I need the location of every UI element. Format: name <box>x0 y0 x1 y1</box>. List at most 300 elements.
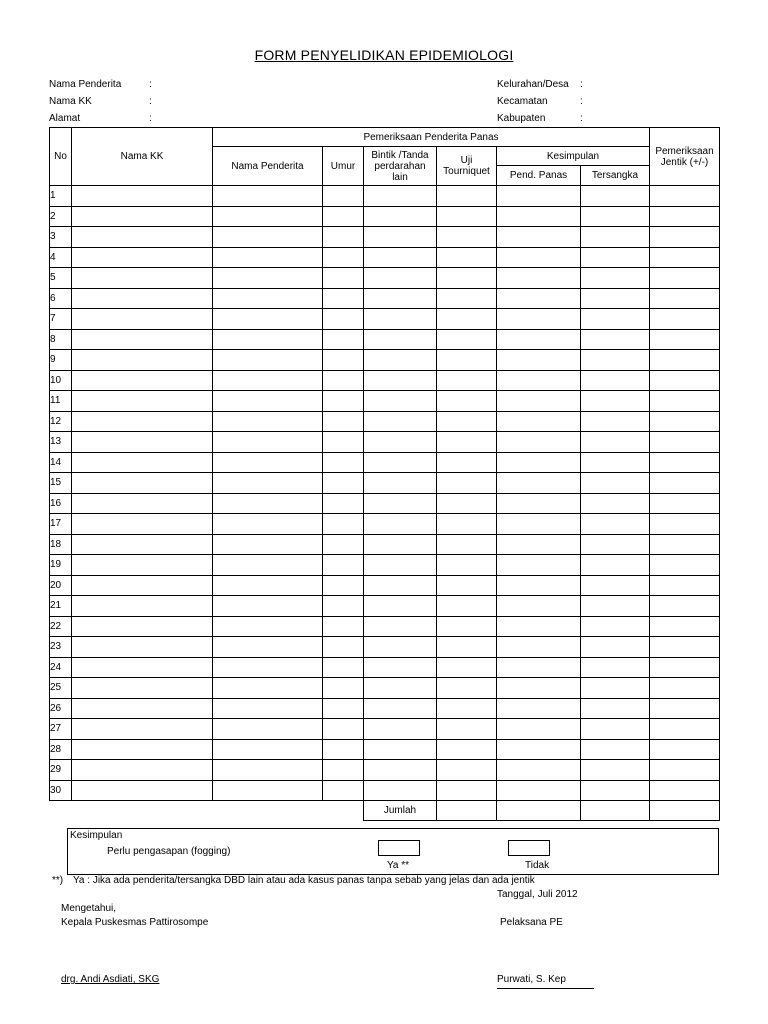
tersangka-cell[interactable] <box>581 678 650 699</box>
tersangka-cell[interactable] <box>581 596 650 617</box>
tersangka-cell[interactable] <box>581 473 650 494</box>
jentik-cell[interactable] <box>650 493 720 514</box>
pend-panas-cell[interactable] <box>497 719 581 740</box>
nama-penderita-cell[interactable] <box>213 534 323 555</box>
jentik-cell[interactable] <box>650 227 720 248</box>
nama-kk-cell[interactable] <box>72 411 213 432</box>
jumlah-uji-cell[interactable] <box>437 801 497 821</box>
tersangka-cell[interactable] <box>581 370 650 391</box>
pend-panas-cell[interactable] <box>497 391 581 412</box>
uji-cell[interactable] <box>437 739 497 760</box>
umur-cell[interactable] <box>323 698 364 719</box>
table-row <box>50 309 720 330</box>
tersangka-cell[interactable] <box>581 493 650 514</box>
tersangka-cell[interactable] <box>581 268 650 289</box>
uji-cell[interactable] <box>437 288 497 309</box>
umur-cell[interactable] <box>323 719 364 740</box>
umur-cell[interactable] <box>323 493 364 514</box>
nama-kk-cell[interactable] <box>72 616 213 637</box>
table-row <box>50 329 720 350</box>
nama-kk-cell[interactable] <box>72 329 213 350</box>
ya-checkbox[interactable] <box>378 840 420 856</box>
nama-penderita-cell[interactable] <box>213 616 323 637</box>
tersangka-cell[interactable] <box>581 616 650 637</box>
umur-cell[interactable] <box>323 432 364 453</box>
tidak-label: Tidak <box>525 860 550 871</box>
pend-panas-cell[interactable] <box>497 698 581 719</box>
tersangka-cell[interactable] <box>581 432 650 453</box>
nama-kk-cell[interactable] <box>72 719 213 740</box>
tersangka-cell[interactable] <box>581 698 650 719</box>
nama-kk-cell[interactable] <box>72 432 213 453</box>
nama-kk-cell[interactable] <box>72 657 213 678</box>
kesimpulan-title: Kesimpulan <box>70 830 123 841</box>
umur-cell[interactable] <box>323 575 364 596</box>
pend-panas-cell[interactable] <box>497 760 581 781</box>
umur-cell[interactable] <box>323 534 364 555</box>
header-bintik-line2: perdarahan <box>374 160 426 172</box>
nama-penderita-cell[interactable] <box>213 288 323 309</box>
umur-cell[interactable] <box>323 452 364 473</box>
nama-penderita-cell[interactable] <box>213 411 323 432</box>
pend-panas-cell[interactable] <box>497 452 581 473</box>
nama-penderita-cell[interactable] <box>213 719 323 740</box>
tersangka-cell[interactable] <box>581 411 650 432</box>
nama-kk-cell[interactable] <box>72 268 213 289</box>
jumlah-label: Jumlah <box>364 801 437 821</box>
row-number: 4 <box>50 247 72 268</box>
nama-kk-cell[interactable] <box>72 780 213 801</box>
nama-penderita-cell[interactable] <box>213 657 323 678</box>
row-number: 27 <box>50 719 72 740</box>
nama-kk-cell[interactable] <box>72 637 213 658</box>
tersangka-cell[interactable] <box>581 657 650 678</box>
nama-kk-cell[interactable] <box>72 514 213 535</box>
umur-cell[interactable] <box>323 780 364 801</box>
pend-panas-cell[interactable] <box>497 657 581 678</box>
nama-penderita-cell[interactable] <box>213 473 323 494</box>
fogging-label: Perlu pengasapan (fogging) <box>107 846 231 857</box>
pend-panas-cell[interactable] <box>497 493 581 514</box>
bintik-cell[interactable] <box>364 247 437 268</box>
pend-panas-cell[interactable] <box>497 637 581 658</box>
uji-cell[interactable] <box>437 473 497 494</box>
uji-cell[interactable] <box>437 370 497 391</box>
pend-panas-cell[interactable] <box>497 411 581 432</box>
uji-cell[interactable] <box>437 452 497 473</box>
tersangka-cell[interactable] <box>581 309 650 330</box>
pend-panas-cell[interactable] <box>497 739 581 760</box>
header-nama-kk: Nama KK <box>72 128 213 186</box>
nama-kk-cell[interactable] <box>72 575 213 596</box>
uji-cell[interactable] <box>437 616 497 637</box>
nama-kk-cell[interactable] <box>72 247 213 268</box>
nama-penderita-cell[interactable] <box>213 186 323 207</box>
nama-kk-cell[interactable] <box>72 493 213 514</box>
pend-panas-cell[interactable] <box>497 288 581 309</box>
uji-cell[interactable] <box>437 719 497 740</box>
nama-kk-cell[interactable] <box>72 534 213 555</box>
nama-penderita-cell[interactable] <box>213 596 323 617</box>
tersangka-cell[interactable] <box>581 780 650 801</box>
uji-cell[interactable] <box>437 432 497 453</box>
bintik-cell[interactable] <box>364 719 437 740</box>
uji-cell[interactable] <box>437 329 497 350</box>
bintik-cell[interactable] <box>364 288 437 309</box>
jentik-cell[interactable] <box>650 268 720 289</box>
uji-cell[interactable] <box>437 657 497 678</box>
bintik-cell[interactable] <box>364 780 437 801</box>
tersangka-cell[interactable] <box>581 350 650 371</box>
nama-kk-cell[interactable] <box>72 227 213 248</box>
pend-panas-cell[interactable] <box>497 534 581 555</box>
ya-label: Ya ** <box>387 860 410 871</box>
row-number: 2 <box>50 206 72 227</box>
umur-cell[interactable] <box>323 678 364 699</box>
umur-cell[interactable] <box>323 657 364 678</box>
umur-cell[interactable] <box>323 760 364 781</box>
tersangka-cell[interactable] <box>581 760 650 781</box>
pend-panas-cell[interactable] <box>497 350 581 371</box>
uji-cell[interactable] <box>437 555 497 576</box>
nama-penderita-cell[interactable] <box>213 514 323 535</box>
uji-cell[interactable] <box>437 268 497 289</box>
pend-panas-cell[interactable] <box>497 247 581 268</box>
umur-cell[interactable] <box>323 309 364 330</box>
nama-kk-cell[interactable] <box>72 186 213 207</box>
bintik-cell[interactable] <box>364 411 437 432</box>
nama-penderita-cell[interactable] <box>213 391 323 412</box>
table-row <box>50 514 720 535</box>
bintik-cell[interactable] <box>364 268 437 289</box>
nama-penderita-cell[interactable] <box>213 268 323 289</box>
jentik-cell[interactable] <box>650 247 720 268</box>
header-bintik-line1: Bintik /Tanda <box>371 149 429 161</box>
row-number: 6 <box>50 288 72 309</box>
tersangka-cell[interactable] <box>581 186 650 207</box>
pend-panas-cell[interactable] <box>497 227 581 248</box>
nama-penderita-cell[interactable] <box>213 370 323 391</box>
jentik-cell[interactable] <box>650 534 720 555</box>
pend-panas-cell[interactable] <box>497 370 581 391</box>
field-nama-penderita-label: Nama Penderita <box>49 79 122 90</box>
pend-panas-cell[interactable] <box>497 432 581 453</box>
row-number: 24 <box>50 657 72 678</box>
nama-penderita-cell[interactable] <box>213 227 323 248</box>
nama-penderita-cell[interactable] <box>213 432 323 453</box>
umur-cell[interactable] <box>323 411 364 432</box>
table-row <box>50 391 720 412</box>
uji-cell[interactable] <box>437 309 497 330</box>
umur-cell[interactable] <box>323 247 364 268</box>
nama-penderita-cell[interactable] <box>213 739 323 760</box>
uji-cell[interactable] <box>437 637 497 658</box>
bintik-cell[interactable] <box>364 760 437 781</box>
field-kelurahan-label: Kelurahan/Desa <box>497 79 569 90</box>
uji-cell[interactable] <box>437 493 497 514</box>
pend-panas-cell[interactable] <box>497 309 581 330</box>
tidak-checkbox[interactable] <box>508 840 550 856</box>
nama-kk-cell[interactable] <box>72 739 213 760</box>
umur-cell[interactable] <box>323 288 364 309</box>
tersangka-cell[interactable] <box>581 247 650 268</box>
row-number: 28 <box>50 739 72 760</box>
jentik-cell[interactable] <box>650 575 720 596</box>
bintik-cell[interactable] <box>364 350 437 371</box>
row-number: 19 <box>50 555 72 576</box>
bintik-cell[interactable] <box>364 329 437 350</box>
umur-cell[interactable] <box>323 596 364 617</box>
jentik-cell[interactable] <box>650 739 720 760</box>
jentik-cell[interactable] <box>650 514 720 535</box>
bintik-cell[interactable] <box>364 698 437 719</box>
nama-penderita-cell[interactable] <box>213 452 323 473</box>
pend-panas-cell[interactable] <box>497 206 581 227</box>
header-uji-line2: Tourniquet <box>443 166 490 177</box>
jentik-cell[interactable] <box>650 719 720 740</box>
nama-penderita-cell[interactable] <box>213 350 323 371</box>
uji-cell[interactable] <box>437 391 497 412</box>
bintik-cell[interactable] <box>364 739 437 760</box>
row-number: 21 <box>50 596 72 617</box>
field-kabupaten-label: Kabupaten <box>497 113 546 124</box>
row-number: 26 <box>50 698 72 719</box>
umur-cell[interactable] <box>323 391 364 412</box>
table-row <box>50 247 720 268</box>
jentik-cell[interactable] <box>650 370 720 391</box>
uji-cell[interactable] <box>437 350 497 371</box>
row-number: 9 <box>50 350 72 371</box>
nama-penderita-cell[interactable] <box>213 309 323 330</box>
bintik-cell[interactable] <box>364 616 437 637</box>
table-row <box>50 206 720 227</box>
nama-penderita-cell[interactable] <box>213 247 323 268</box>
bintik-cell[interactable] <box>364 432 437 453</box>
bintik-cell[interactable] <box>364 206 437 227</box>
bintik-cell[interactable] <box>364 637 437 658</box>
nama-penderita-cell[interactable] <box>213 637 323 658</box>
jentik-cell[interactable] <box>650 596 720 617</box>
bintik-cell[interactable] <box>364 391 437 412</box>
epidemiology-table <box>49 127 720 821</box>
nama-kk-cell[interactable] <box>72 473 213 494</box>
bintik-cell[interactable] <box>364 473 437 494</box>
row-number: 3 <box>50 227 72 248</box>
pend-panas-cell[interactable] <box>497 596 581 617</box>
umur-cell[interactable] <box>323 514 364 535</box>
field-colon: : <box>580 113 583 124</box>
jentik-cell[interactable] <box>650 698 720 719</box>
bintik-cell[interactable] <box>364 309 437 330</box>
bintik-cell[interactable] <box>364 575 437 596</box>
bintik-cell[interactable] <box>364 493 437 514</box>
pend-panas-cell[interactable] <box>497 616 581 637</box>
bintik-cell[interactable] <box>364 370 437 391</box>
row-number: 1 <box>50 186 72 207</box>
nama-kk-cell[interactable] <box>72 678 213 699</box>
jentik-cell[interactable] <box>650 637 720 658</box>
tersangka-cell[interactable] <box>581 637 650 658</box>
pend-panas-cell[interactable] <box>497 329 581 350</box>
jentik-cell[interactable] <box>650 452 720 473</box>
jentik-cell[interactable] <box>650 186 720 207</box>
nama-kk-cell[interactable] <box>72 206 213 227</box>
jentik-cell[interactable] <box>650 391 720 412</box>
nama-kk-cell[interactable] <box>72 596 213 617</box>
nama-penderita-cell[interactable] <box>213 329 323 350</box>
umur-cell[interactable] <box>323 186 364 207</box>
header-no: No <box>50 128 72 186</box>
jentik-cell[interactable] <box>650 432 720 453</box>
uji-cell[interactable] <box>437 247 497 268</box>
table-row <box>50 452 720 473</box>
footnote-marker: **) <box>52 875 64 886</box>
tersangka-cell[interactable] <box>581 288 650 309</box>
umur-cell[interactable] <box>323 616 364 637</box>
jentik-cell[interactable] <box>650 206 720 227</box>
uji-cell[interactable] <box>437 678 497 699</box>
uji-cell[interactable] <box>437 534 497 555</box>
jentik-cell[interactable] <box>650 555 720 576</box>
row-number: 12 <box>50 411 72 432</box>
jentik-cell[interactable] <box>650 309 720 330</box>
tersangka-cell[interactable] <box>581 206 650 227</box>
tersangka-cell[interactable] <box>581 514 650 535</box>
umur-cell[interactable] <box>323 555 364 576</box>
nama-kk-cell[interactable] <box>72 350 213 371</box>
umur-cell[interactable] <box>323 739 364 760</box>
tersangka-cell[interactable] <box>581 555 650 576</box>
bintik-cell[interactable] <box>364 534 437 555</box>
nama-penderita-cell[interactable] <box>213 206 323 227</box>
umur-cell[interactable] <box>323 206 364 227</box>
uji-cell[interactable] <box>437 411 497 432</box>
table-row <box>50 698 720 719</box>
nama-kk-cell[interactable] <box>72 698 213 719</box>
jumlah-jentik-cell[interactable] <box>650 801 720 821</box>
tersangka-cell[interactable] <box>581 739 650 760</box>
row-number: 25 <box>50 678 72 699</box>
header-bintik-line3: lain <box>392 171 408 183</box>
jentik-cell[interactable] <box>650 329 720 350</box>
header-pemeriksaan-panas: Pemeriksaan Penderita Panas <box>213 128 650 147</box>
tersangka-cell[interactable] <box>581 391 650 412</box>
bintik-cell[interactable] <box>364 555 437 576</box>
jumlah-pend-panas-cell[interactable] <box>497 801 581 821</box>
tersangka-cell[interactable] <box>581 719 650 740</box>
bintik-cell[interactable] <box>364 514 437 535</box>
jentik-cell[interactable] <box>650 411 720 432</box>
table-row <box>50 719 720 740</box>
bintik-cell[interactable] <box>364 657 437 678</box>
bintik-cell[interactable] <box>364 227 437 248</box>
header-umur: Umur <box>323 147 364 186</box>
nama-kk-cell[interactable] <box>72 760 213 781</box>
pend-panas-cell[interactable] <box>497 268 581 289</box>
nama-penderita-cell[interactable] <box>213 760 323 781</box>
uji-cell[interactable] <box>437 575 497 596</box>
field-kecamatan-label: Kecamatan <box>497 96 548 107</box>
umur-cell[interactable] <box>323 473 364 494</box>
nama-penderita-cell[interactable] <box>213 678 323 699</box>
uji-cell[interactable] <box>437 596 497 617</box>
uji-cell[interactable] <box>437 206 497 227</box>
table-row <box>50 411 720 432</box>
umur-cell[interactable] <box>323 637 364 658</box>
umur-cell[interactable] <box>323 227 364 248</box>
nama-kk-cell[interactable] <box>72 370 213 391</box>
tersangka-cell[interactable] <box>581 575 650 596</box>
right-signatory-name: Purwati, S. Kep <box>497 974 566 985</box>
header-nama-penderita: Nama Penderita <box>213 147 323 186</box>
pend-panas-cell[interactable] <box>497 575 581 596</box>
jentik-cell[interactable] <box>650 350 720 371</box>
jentik-cell[interactable] <box>650 678 720 699</box>
pend-panas-cell[interactable] <box>497 186 581 207</box>
nama-kk-cell[interactable] <box>72 391 213 412</box>
row-number: 10 <box>50 370 72 391</box>
uji-cell[interactable] <box>437 760 497 781</box>
nama-kk-cell[interactable] <box>72 309 213 330</box>
field-colon: : <box>149 79 152 90</box>
row-number: 23 <box>50 637 72 658</box>
pend-panas-cell[interactable] <box>497 555 581 576</box>
pend-panas-cell[interactable] <box>497 678 581 699</box>
nama-kk-cell[interactable] <box>72 555 213 576</box>
bintik-cell[interactable] <box>364 678 437 699</box>
nama-kk-cell[interactable] <box>72 452 213 473</box>
nama-kk-cell[interactable] <box>72 288 213 309</box>
jentik-cell[interactable] <box>650 616 720 637</box>
pelaksana-pe-label: Pelaksana PE <box>500 917 563 928</box>
nama-penderita-cell[interactable] <box>213 780 323 801</box>
nama-penderita-cell[interactable] <box>213 698 323 719</box>
umur-cell[interactable] <box>323 370 364 391</box>
uji-cell[interactable] <box>437 186 497 207</box>
tersangka-cell[interactable] <box>581 329 650 350</box>
nama-penderita-cell[interactable] <box>213 575 323 596</box>
umur-cell[interactable] <box>323 329 364 350</box>
uji-cell[interactable] <box>437 227 497 248</box>
umur-cell[interactable] <box>323 350 364 371</box>
jentik-cell[interactable] <box>650 657 720 678</box>
pend-panas-cell[interactable] <box>497 780 581 801</box>
bintik-cell[interactable] <box>364 186 437 207</box>
nama-penderita-cell[interactable] <box>213 555 323 576</box>
tersangka-cell[interactable] <box>581 534 650 555</box>
jentik-cell[interactable] <box>650 760 720 781</box>
footnote-text: Ya : Jika ada penderita/tersangka DBD lain atau ada kasus panas tanpa sebab yang jelas dan ada jentik <box>73 875 535 886</box>
jentik-cell[interactable] <box>650 780 720 801</box>
table-row <box>50 473 720 494</box>
jumlah-tersangka-cell[interactable] <box>581 801 650 821</box>
nama-penderita-cell[interactable] <box>213 493 323 514</box>
row-number: 13 <box>50 432 72 453</box>
bintik-cell[interactable] <box>364 596 437 617</box>
bintik-cell[interactable] <box>364 452 437 473</box>
uji-cell[interactable] <box>437 514 497 535</box>
uji-cell[interactable] <box>437 698 497 719</box>
tersangka-cell[interactable] <box>581 227 650 248</box>
jentik-cell[interactable] <box>650 288 720 309</box>
umur-cell[interactable] <box>323 268 364 289</box>
pend-panas-cell[interactable] <box>497 473 581 494</box>
header-uji-line1: Uji <box>460 155 473 166</box>
pend-panas-cell[interactable] <box>497 514 581 535</box>
uji-cell[interactable] <box>437 780 497 801</box>
tersangka-cell[interactable] <box>581 452 650 473</box>
jentik-cell[interactable] <box>650 473 720 494</box>
